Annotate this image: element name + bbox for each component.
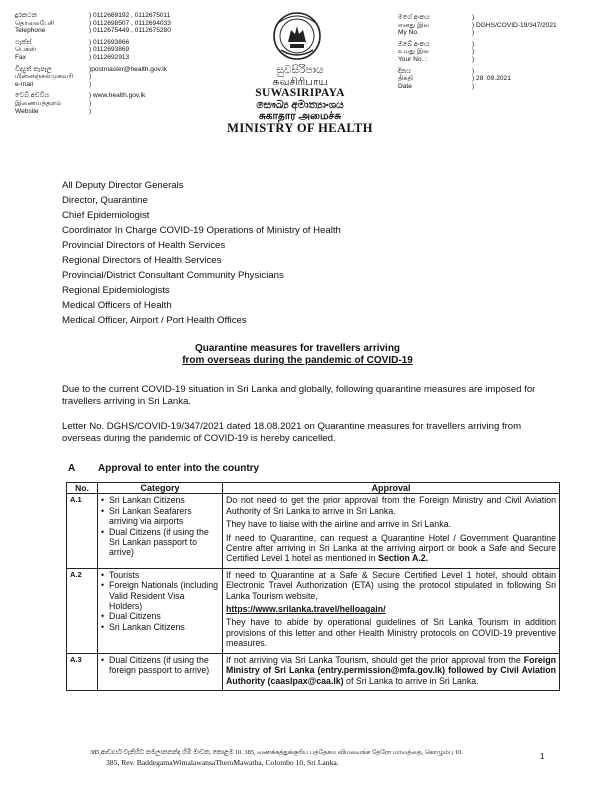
recipient-item: Regional Epidemiologists <box>62 285 170 296</box>
section-reference: Section A.2. <box>378 553 429 564</box>
header-category: Category <box>98 483 223 494</box>
letterhead-row <box>15 46 215 54</box>
letterhead-value: ) <box>472 48 475 56</box>
letterhead-label: உமது இல <box>398 48 429 56</box>
approval-table <box>66 482 560 691</box>
letterhead-value: ) DGHS/COVID-19/347/2021 <box>472 21 557 29</box>
letterhead-value: ) <box>472 14 475 21</box>
letterhead-value: ) 0112692913 <box>89 53 130 61</box>
category-cell <box>98 494 223 568</box>
table-header-row <box>67 483 560 494</box>
footer-address-local: 385,ආචාර්ය වැනිහිට නමලානනන්ද හිමි මාවත, කොළඹ 10. 385, வணக்கத்துக்குரிய பத்தேகம விமலவங்ச தேரோ மாவத்தை, கொழும்பு 10. <box>90 749 463 756</box>
letterhead-value: )postmaster@health.gov.lk <box>89 65 168 73</box>
letterhead-row <box>15 27 215 35</box>
approval-text: If need to Quarantine at a Safe & Secure Certified Level 1 hotel, should obtain Electronic Travel Authorization (ETA) using the protocol stipulated in following Sri Lanka Tourism website, <box>226 569 556 601</box>
letterhead-value: ) www.health.gov.lk <box>89 92 146 100</box>
letterhead-contact-block <box>15 12 215 115</box>
letterhead-value: ) <box>472 55 475 63</box>
section-letter: A <box>68 463 76 474</box>
letterhead-row <box>398 68 588 76</box>
footer-address-english: 385, Rev. BaddegamaWimalawansaTheroMawatha, Colombo 10, Sri Lanka. <box>106 758 339 767</box>
recipient-item: Coordinator In Charge COVID-19 Operations of Ministry of Health <box>62 225 341 236</box>
letterhead-label: දිනය <box>398 67 412 75</box>
letterhead-row <box>15 108 215 116</box>
letterhead-value: ) <box>89 99 92 107</box>
recipient-item: Chief Epidemiologist <box>62 210 150 221</box>
letterhead-row <box>15 66 215 74</box>
letterhead-value: ) 28 .09.2021 <box>472 75 511 83</box>
letterhead-label: எனது இல <box>398 21 429 29</box>
letterhead-reference-block <box>398 14 588 90</box>
letterhead-label: ඔබේ අංකය <box>398 40 430 48</box>
letterhead-label: பெக்ஸ் <box>15 46 37 54</box>
recipient-item: Medical Officers of Health <box>62 300 172 311</box>
category-cell <box>98 568 223 653</box>
ministry-name-tamil: சுகாதார அமைச்சு <box>258 111 342 122</box>
footer-address <box>90 748 530 768</box>
recipient-item: Provincial Directors of Health Services <box>62 240 226 251</box>
letterhead-label: இணையத்தளம் <box>15 99 62 107</box>
category-item: • Dual Citizens (if using the foreign passport to arrive) <box>101 654 210 676</box>
letterhead-row <box>398 14 588 22</box>
letterhead-label: මගේ අංකය <box>398 14 430 21</box>
letterhead-value: ) 0112698507 , 0112694033 <box>89 19 171 27</box>
table-row-a2 <box>67 568 560 653</box>
approval-authorities: Foreign Ministry of Sri Lanka (entry.permission@mfa.gov.lk) followed by Civil Aviation Authority (caaslpax@caa.lk) <box>226 654 556 686</box>
letterhead-label: වෙබ් අඩවිය <box>15 92 50 100</box>
letterhead-label: Telephone <box>15 27 46 35</box>
intro-paragraph: Due to the current COVID-19 situation in Sri Lanka and globally, following quarantine measures are imposed for travellers arriving in Sri Lanka. <box>62 384 536 407</box>
letterhead-value: ) <box>89 107 92 115</box>
ministry-name-sinhala: සෞඛ්‍ය අමාත්‍යාංශය <box>256 99 344 111</box>
letterhead-row <box>15 20 215 28</box>
row-number: A.3 <box>67 653 98 690</box>
building-name-tamil: சுவசிரிபாய <box>272 76 328 88</box>
letterhead-value: ) <box>472 67 475 75</box>
title-line-2: from overseas during the pandemic of COVID-19 <box>182 355 413 366</box>
letterhead-row <box>398 83 588 91</box>
ministry-name-english: MINISTRY OF HEALTH <box>227 120 373 135</box>
recipient-item: Provincial/District Consultant Community Physicians <box>62 270 284 281</box>
letterhead-value: ) 0112675449 , 0112675280 <box>89 27 171 35</box>
letterhead-row <box>15 73 215 81</box>
category-cell <box>98 653 223 690</box>
letterhead-value: ) <box>89 80 92 88</box>
letterhead-row <box>15 81 215 89</box>
letterhead-row <box>15 100 215 108</box>
category-item: • Foreign Nationals (including Valid Resident Visa Holders) <box>101 580 219 612</box>
category-item: • Dual Citizens <box>101 611 161 622</box>
letterhead-row <box>15 39 215 47</box>
building-name-sinhala: සුවසිරිපාය <box>276 65 324 76</box>
letterhead-label: Website <box>15 107 39 115</box>
letterhead-label: ෆැක්ස් <box>15 38 32 46</box>
letterhead-label: විද්‍යුත් තැපෑල <box>15 65 52 73</box>
row-number: A.1 <box>67 494 98 568</box>
tourism-website-link[interactable]: https://www.srilanka.travel/helloagain/ <box>226 604 386 615</box>
letterhead-label: திகதி <box>398 75 414 83</box>
approval-cell <box>223 653 560 690</box>
table-row-a3 <box>67 653 560 690</box>
letterhead-value: ) <box>472 82 475 90</box>
approval-text: If not arriving via Sri Lanka Tourism, should get the prior approval from the Foreign Ministry of Sri Lanka (entry.permission@mfa.gov.lk) followed by Civil Aviation Authority (caaslpax@caa.lk) of Sri Lanka to arrive in Sri Lanka. <box>226 654 556 686</box>
letterhead-value: ) 0112693866 <box>89 38 130 46</box>
recipient-list <box>62 178 341 328</box>
letterhead-label: மின்னஞ்சல்முகவரி <box>15 73 74 81</box>
approval-text: They have to abide by operational guidelines of Sri Lanka Tourism in addition provisions of this letter and other Health Ministry protocols on COVID-19 preventive measures. <box>226 617 556 649</box>
category-item: • Dual Citizens (if using the Sri Lankan passport to arrive) <box>101 526 209 558</box>
letterhead-label: Your No. : <box>398 55 428 63</box>
recipient-item: Medical Officer, Airport / Port Health Offices <box>62 315 247 326</box>
row-number: A.2 <box>67 568 98 653</box>
recipient-item: Director, Quarantine <box>62 195 148 206</box>
section-a-heading <box>68 463 259 474</box>
letterhead-row <box>398 22 588 30</box>
category-item: • Sri Lankan Citizens <box>101 621 185 632</box>
letterhead-label: My No. <box>398 29 419 37</box>
letterhead-row <box>398 29 588 37</box>
category-item: • Sri Lankan Seafarers arriving via airports <box>101 505 192 527</box>
category-item: • Tourists <box>101 569 140 580</box>
letterhead-value: ) 0112693869 <box>89 46 130 54</box>
table-row-a1 <box>67 494 560 568</box>
recipient-item: Regional Directors of Health Services <box>62 255 222 266</box>
letterhead-row <box>398 56 588 64</box>
cancellation-paragraph: Letter No. DGHS/COVID-19/347/2021 dated 18.08.2021 on Quarantine measures for travellers arriving from overseas during the pandemic of COVID-19 is hereby cancelled. <box>62 421 522 444</box>
recipient-item: All Deputy Director Generals <box>62 180 184 191</box>
letterhead-row <box>398 48 588 56</box>
letter-title <box>0 343 595 367</box>
letterhead-label: දුරකථන <box>15 12 38 19</box>
header-approval: Approval <box>223 483 560 494</box>
letterhead-label: e-mail <box>15 80 33 88</box>
approval-text: They have to liaise with the airline and arrive in Sri Lanka. <box>226 519 451 530</box>
page-number: 1 <box>540 752 545 761</box>
letterhead-value: ) <box>472 29 475 37</box>
letterhead-value: ) <box>89 73 92 81</box>
category-item: • Sri Lankan Citizens <box>101 495 185 506</box>
letterhead-row <box>398 75 588 83</box>
building-name-english: SUWASIRIPAYA <box>255 87 345 99</box>
letterhead-label: தொலைபேசி <box>15 19 55 27</box>
title-line-1: Quarantine measures for travellers arriving <box>194 343 401 354</box>
national-emblem-seal <box>271 10 323 64</box>
ministry-name-block <box>200 65 400 134</box>
header-no: No. <box>67 483 98 494</box>
letterhead-label: Date <box>398 82 412 90</box>
letterhead-label: Fax <box>15 53 26 61</box>
letterhead-value: ) <box>472 40 475 48</box>
letterhead-row <box>15 12 215 20</box>
letterhead-row <box>15 54 215 62</box>
letterhead-row <box>15 92 215 100</box>
letterhead-value: ) 0112669192 , 0112675011 <box>89 12 171 19</box>
approval-text: If need to Quarantine, can request a Quarantine Hotel / Government Quarantine Centre after arriving in Sri Lanka at the arriving airport or book a Safe and Secure Certified Level 1 hotel as mentioned in Section A.2. <box>226 532 556 564</box>
approval-cell <box>223 568 560 653</box>
section-title: Approval to enter into the country <box>98 463 260 474</box>
approval-cell <box>223 494 560 568</box>
approval-text: Do not need to get the prior approval from the Foreign Ministry and Civil Aviation Authority of Sri Lanka to arrive in Sri Lanka. <box>226 495 556 516</box>
